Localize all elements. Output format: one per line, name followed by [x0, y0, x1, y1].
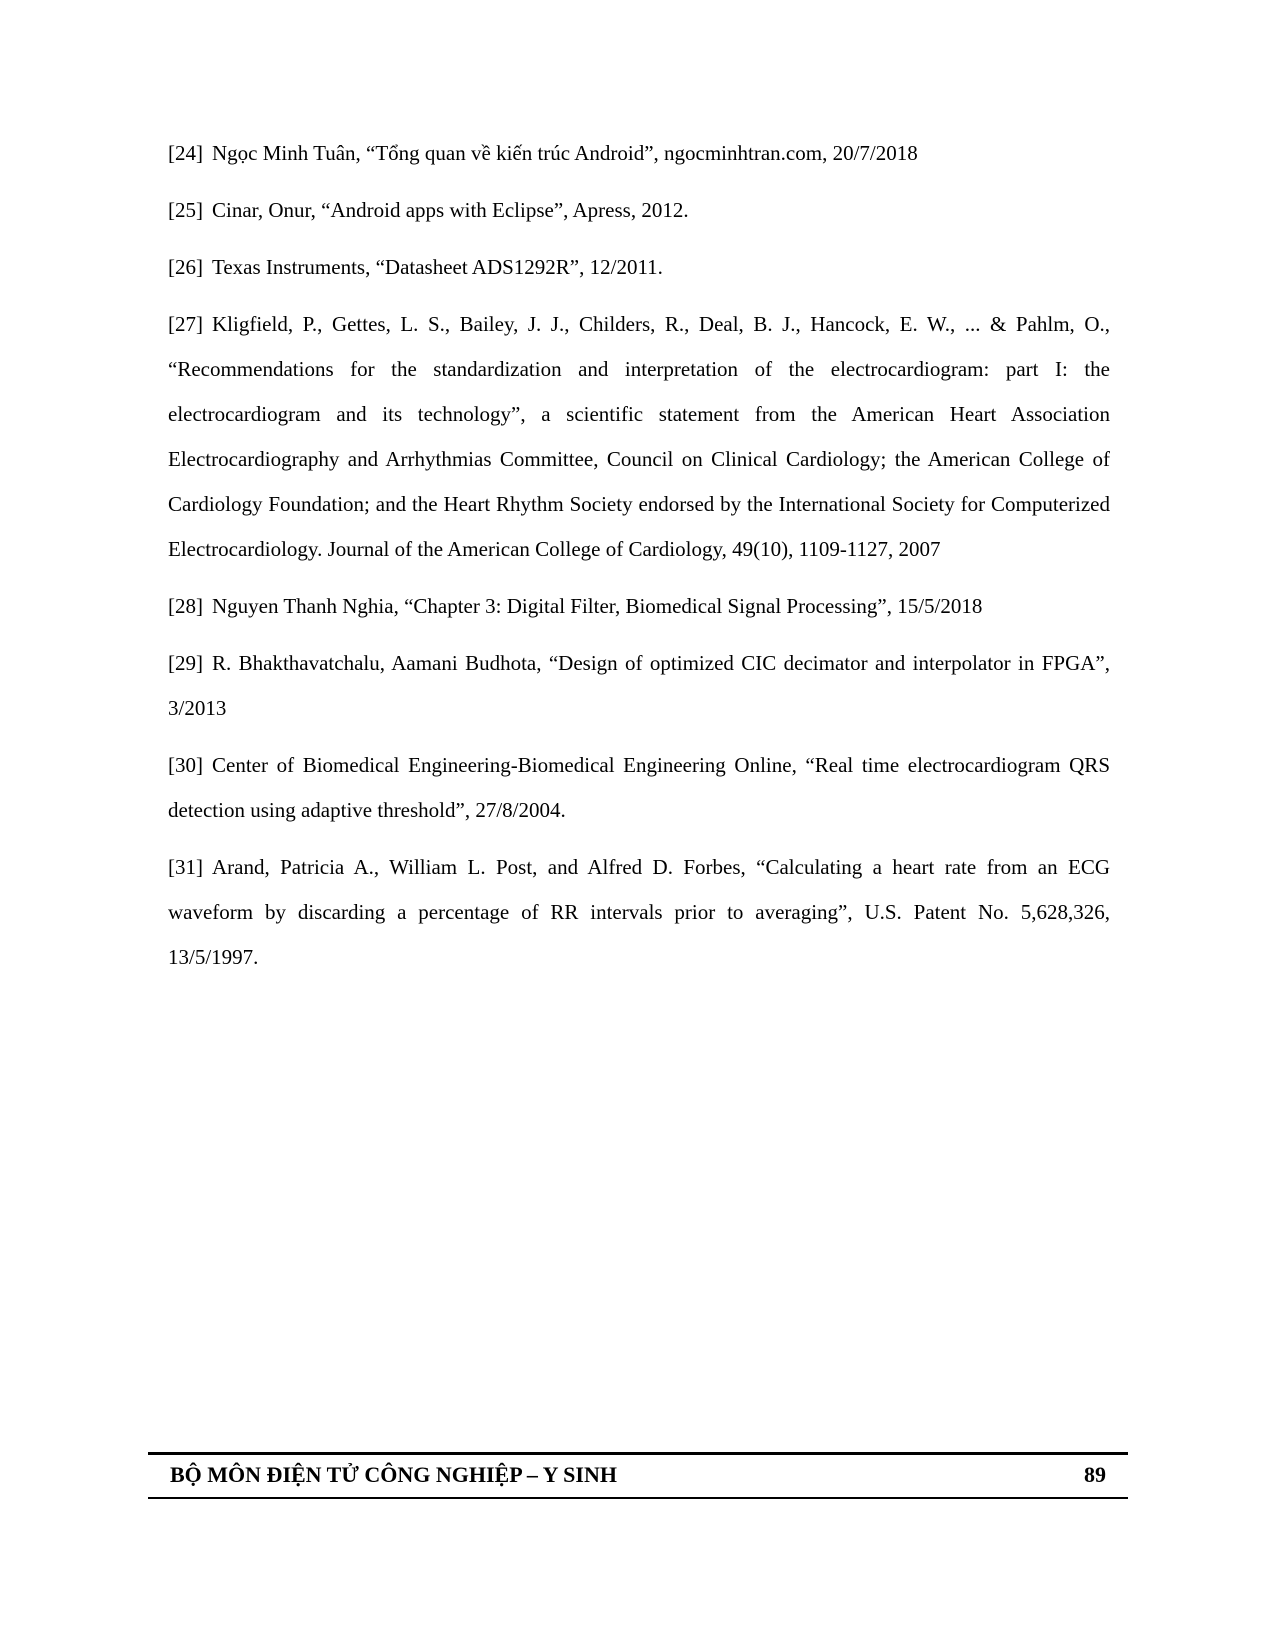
reference-label: [25]: [168, 198, 203, 222]
reference-text: R. Bhakthavatchalu, Aamani Budhota, “Design of optimized CIC decimator and interpolator in FPGA”, 3/2013: [168, 651, 1110, 720]
reference-text: Texas Instruments, “Datasheet ADS1292R”, 12/2011.: [212, 255, 663, 279]
reference-item: [168, 641, 1110, 731]
reference-item: [168, 743, 1110, 833]
page-number: 89: [1084, 1462, 1106, 1487]
reference-label: [29]: [168, 651, 203, 675]
reference-label: [28]: [168, 594, 203, 618]
reference-text: Nguyen Thanh Nghia, “Chapter 3: Digital Filter, Biomedical Signal Processing”, 15/5/2018: [212, 594, 983, 618]
reference-item: [168, 584, 1110, 629]
reference-item: [168, 245, 1110, 290]
footer-department-title: BỘ MÔN ĐIỆN TỬ CÔNG NGHIỆP – Y SINH: [170, 1462, 617, 1487]
reference-text: Arand, Patricia A., William L. Post, and Alfred D. Forbes, “Calculating a heart rate from an ECG waveform by discarding a percentage of RR intervals prior to averaging”, U.S. Patent No. 5,628,326, 13/5/1997.: [168, 855, 1110, 969]
reference-text: Ngọc Minh Tuân, “Tổng quan về kiến trúc Android”, ngocminhtran.com, 20/7/2018: [212, 141, 918, 165]
reference-label: [31]: [168, 855, 203, 879]
reference-item: [168, 131, 1110, 176]
reference-item: [168, 188, 1110, 233]
references-section: [168, 131, 1110, 992]
reference-label: [24]: [168, 141, 203, 165]
reference-item: [168, 302, 1110, 572]
page-footer: [148, 1452, 1128, 1499]
reference-label: [27]: [168, 312, 203, 336]
reference-text: Kligfield, P., Gettes, L. S., Bailey, J. J., Childers, R., Deal, B. J., Hancock, E. W., ... & Pahlm, O., “Recommendations for the standardization and interpretation of the electrocardiogram: part I: the electrocardiogram and its technology”, a scientific statement from the American Heart Association Electrocardiography and Arrhythmias Committee, Council on Clinical Cardiology; the American College of Cardiology Foundation; and the Heart Rhythm Society endorsed by the International Society for Computerized Electrocardiology. Journal of the American College of Cardiology, 49(10), 1109-1127, 2007: [168, 312, 1110, 561]
reference-text: Center of Biomedical Engineering-Biomedical Engineering Online, “Real time electrocardiogram QRS detection using adaptive threshold”, 27/8/2004.: [168, 753, 1110, 822]
reference-label: [30]: [168, 753, 203, 777]
reference-text: Cinar, Onur, “Android apps with Eclipse”, Apress, 2012.: [212, 198, 689, 222]
reference-label: [26]: [168, 255, 203, 279]
reference-item: [168, 845, 1110, 980]
